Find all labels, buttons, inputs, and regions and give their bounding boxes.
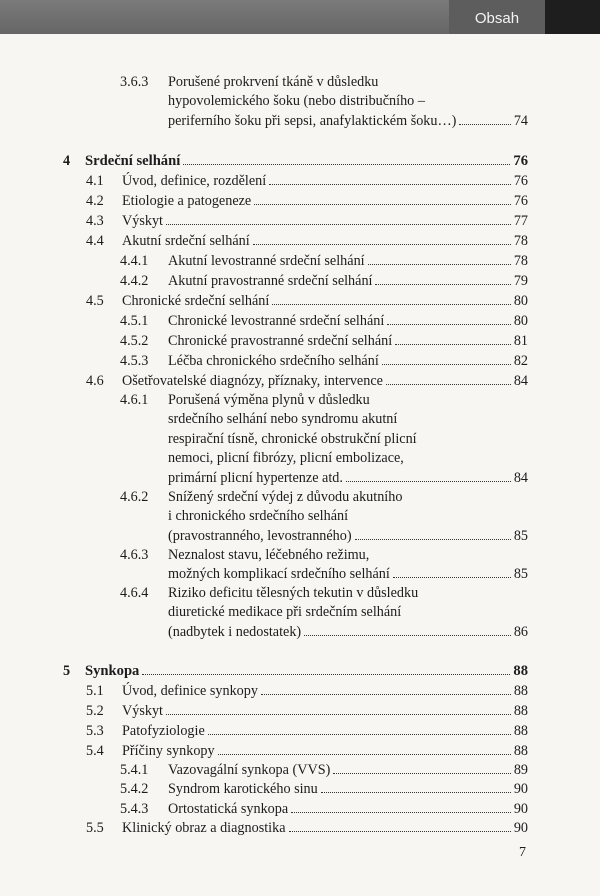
- dot-leader: [375, 284, 510, 285]
- toc-entry-page: 88: [513, 743, 528, 759]
- toc-entry-e462[interactable]: [168, 526, 528, 546]
- toc-entry-page: 82: [513, 353, 528, 369]
- toc-entry-page: 86: [513, 623, 528, 640]
- toc-entry-e542[interactable]: [168, 779, 528, 799]
- dot-leader: [142, 674, 510, 675]
- toc-entry-page: 81: [513, 333, 528, 349]
- toc-entry-number: 4.4.2: [120, 273, 149, 289]
- toc-entry-number: 4.6.4: [120, 585, 149, 601]
- dot-leader: [304, 635, 511, 636]
- toc-entry-number: 4.1: [86, 173, 104, 189]
- dot-leader: [261, 694, 511, 695]
- toc-entry-e452[interactable]: [168, 331, 528, 351]
- toc-entry-number: 5.5: [86, 820, 104, 836]
- toc-entry-e52[interactable]: [122, 701, 528, 721]
- toc-entry-e441[interactable]: [168, 251, 528, 271]
- toc-entry-title-line: nemoci, plicní fibrózy, plicní embolizace,: [168, 450, 404, 467]
- toc-entry-e363[interactable]: [168, 111, 528, 131]
- toc-entry-number: 5.4: [86, 743, 104, 759]
- toc-entry-page: 85: [513, 566, 528, 583]
- toc-entry-title: Úvod, definice, rozdělení: [122, 173, 267, 189]
- toc-entry-title-line: Snížený srdeční výdej z důvodu akutního: [168, 489, 403, 505]
- toc-entry-e442[interactable]: [168, 271, 528, 291]
- toc-entry-title: Etiologie a patogeneze: [122, 193, 252, 209]
- toc-entry-e45[interactable]: [122, 291, 528, 311]
- toc-entry-title: Synkopa: [85, 663, 140, 679]
- toc-entry-e42[interactable]: [122, 191, 528, 211]
- toc-entry-page: 74: [513, 112, 528, 129]
- toc-entry-page: 88: [513, 723, 528, 739]
- toc-entry-page: 89: [513, 762, 528, 778]
- toc-entry-title: Vazovagální synkopa (VVS): [168, 762, 331, 778]
- toc-entry-title: Akutní srdeční selhání: [122, 233, 250, 249]
- toc-entry-number: 4.2: [86, 193, 104, 209]
- toc-entry-number: 4.6.2: [120, 489, 149, 505]
- toc-entry-page: 80: [513, 313, 528, 329]
- toc-entry-number: 4: [63, 153, 71, 169]
- dot-leader: [333, 773, 510, 774]
- toc-entry-number: 4.5.1: [120, 313, 149, 329]
- toc-entry-title-line: Porušená výměna plynů v důsledku: [168, 392, 370, 408]
- dot-leader: [254, 204, 511, 205]
- dot-leader: [269, 184, 511, 185]
- dot-leader: [368, 264, 511, 265]
- toc-entry-page: 80: [513, 293, 528, 309]
- dot-leader: [386, 384, 511, 385]
- dot-leader: [272, 304, 510, 305]
- toc-entry-title-line: hypovolemického šoku (nebo distribučního –: [168, 93, 425, 110]
- toc-entry-title: Ortostatická synkopa: [168, 801, 289, 817]
- toc-entry-e5[interactable]: [85, 661, 528, 681]
- toc-entry-title: Syndrom karotického sinu: [168, 781, 318, 797]
- toc-entry-page: 76: [513, 193, 528, 209]
- toc-entry-title-line: diuretické medikace při srdečním selhání: [168, 604, 402, 621]
- toc-entry-title: možných komplikací srdečního selhání: [168, 566, 390, 583]
- toc-entry-title: Úvod, definice synkopy: [122, 683, 258, 699]
- toc-entry-e541[interactable]: [168, 760, 528, 780]
- toc-entry-title: periferního šoku při sepsi, anafylaktickém šoku…): [168, 112, 457, 129]
- toc-entry-title: (pravostranného, levostranného): [168, 527, 352, 544]
- toc-entry-title: (nadbytek i nedostatek): [168, 623, 302, 640]
- toc-entry-number: 4.4: [86, 233, 104, 249]
- toc-entry-number: 5.3: [86, 723, 104, 739]
- toc-entry-e51[interactable]: [122, 681, 528, 701]
- dot-leader: [208, 734, 511, 735]
- toc-entry-page: 88: [513, 703, 528, 719]
- toc-entry-title-line: i chronického srdečního selhání: [168, 508, 349, 525]
- toc-entry-title: Chronické pravostranné srdeční selhání: [168, 333, 393, 349]
- toc-entry-e463[interactable]: [168, 564, 528, 584]
- toc-entry-title: Patofyziologie: [122, 723, 205, 739]
- dot-leader: [382, 364, 511, 365]
- dot-leader: [346, 481, 511, 482]
- toc-entry-e543[interactable]: [168, 799, 528, 819]
- dot-leader: [459, 124, 510, 125]
- dot-leader: [289, 831, 511, 832]
- toc-entry-e44[interactable]: [122, 231, 528, 251]
- toc-entry-number: 4.5.2: [120, 333, 149, 349]
- dot-leader: [395, 344, 511, 345]
- dot-leader: [321, 792, 511, 793]
- toc-entry-number: 5.2: [86, 703, 104, 719]
- toc-entry-page: 79: [513, 273, 528, 289]
- dot-leader: [218, 754, 511, 755]
- toc-entry-number: 5.4.2: [120, 781, 149, 797]
- toc-entry-e453[interactable]: [168, 351, 528, 371]
- toc-entry-page: 90: [513, 820, 528, 836]
- toc-entry-title: Chronické srdeční selhání: [122, 293, 270, 309]
- toc-entry-number: 4.6.3: [120, 547, 149, 563]
- toc-entry-page: 85: [513, 527, 528, 544]
- toc-entry-title: Příčiny synkopy: [122, 743, 215, 759]
- toc-entry-e53[interactable]: [122, 721, 528, 741]
- dot-leader: [355, 539, 511, 540]
- toc-entry-e46[interactable]: [122, 371, 528, 391]
- toc-entry-title: Výskyt: [122, 703, 163, 719]
- toc-entry-page: 77: [513, 213, 528, 229]
- toc-entry-page: 78: [513, 253, 528, 269]
- toc-entry-number: 4.6.1: [120, 392, 149, 408]
- toc-entry-e464[interactable]: [168, 622, 528, 642]
- toc-entry-title-line: Riziko deficitu tělesných tekutin v důsledku: [168, 585, 419, 601]
- dot-leader: [387, 324, 511, 325]
- toc-entry-title-line: respirační tísně, chronické obstrukční plicní: [168, 430, 417, 447]
- toc-entry-e54[interactable]: [122, 741, 528, 761]
- toc-entry-number: 5.1: [86, 683, 104, 699]
- toc-entry-page: 88: [513, 683, 528, 699]
- toc-entry-e461[interactable]: [168, 468, 528, 488]
- toc-entry-number: 4.4.1: [120, 253, 149, 269]
- section-tab: Obsah: [449, 0, 545, 34]
- toc-entry-number: 5.4.1: [120, 762, 149, 778]
- page-number: 7: [519, 845, 526, 860]
- toc-entry-title: Chronické levostranné srdeční selhání: [168, 313, 385, 329]
- toc-entry-title-line: Porušené prokrvení tkáně v důsledku: [168, 74, 379, 90]
- toc-entry-title-line: srdečního selhání nebo syndromu akutní: [168, 411, 398, 428]
- toc-entry-number: 4.5: [86, 293, 104, 309]
- toc-entry-page: 90: [513, 801, 528, 817]
- toc-entry-e451[interactable]: [168, 311, 528, 331]
- toc-entry-title: primární plicní hypertenze atd.: [168, 469, 343, 486]
- toc-entry-page: 90: [513, 781, 528, 797]
- toc-entry-title: Srdeční selhání: [85, 153, 181, 169]
- toc-entry-e41[interactable]: [122, 171, 528, 191]
- toc-entry-page: 76: [513, 153, 528, 169]
- toc-entry-number: 4.5.3: [120, 353, 149, 369]
- toc-entry-e4[interactable]: [85, 151, 528, 171]
- toc-entry-title: Akutní levostranné srdeční selhání: [168, 253, 365, 269]
- toc-entry-number: 5.4.3: [120, 801, 149, 817]
- dot-leader: [291, 812, 511, 813]
- toc-entry-number: 4.3: [86, 213, 104, 229]
- toc-entry-title: Výskyt: [122, 213, 163, 229]
- toc-entry-e43[interactable]: [122, 211, 528, 231]
- dot-leader: [183, 164, 510, 165]
- toc-entry-title: Léčba chronického srdečního selhání: [168, 353, 379, 369]
- dot-leader: [166, 224, 511, 225]
- dot-leader: [253, 244, 511, 245]
- toc-entry-page: 78: [513, 233, 528, 249]
- toc-entry-page: 84: [513, 373, 528, 389]
- toc-entry-title: Ošetřovatelské diagnózy, příznaky, intervence: [122, 373, 383, 389]
- toc-entry-title: Klinický obraz a diagnostika: [122, 820, 286, 836]
- toc-entry-page: 76: [513, 173, 528, 189]
- dot-leader: [166, 714, 511, 715]
- dot-leader: [393, 577, 511, 578]
- toc-entry-number: 4.6: [86, 373, 104, 389]
- header-corner-block: [545, 0, 600, 34]
- toc-entry-page: 84: [513, 469, 528, 486]
- toc-entry-page: 88: [513, 663, 528, 679]
- toc-entry-e55[interactable]: [122, 818, 528, 838]
- toc-entry-title: Akutní pravostranné srdeční selhání: [168, 273, 373, 289]
- toc-entry-title-line: Neznalost stavu, léčebného režimu,: [168, 547, 370, 563]
- toc-entry-number: 5: [63, 663, 71, 679]
- toc-entry-number: 3.6.3: [120, 74, 149, 90]
